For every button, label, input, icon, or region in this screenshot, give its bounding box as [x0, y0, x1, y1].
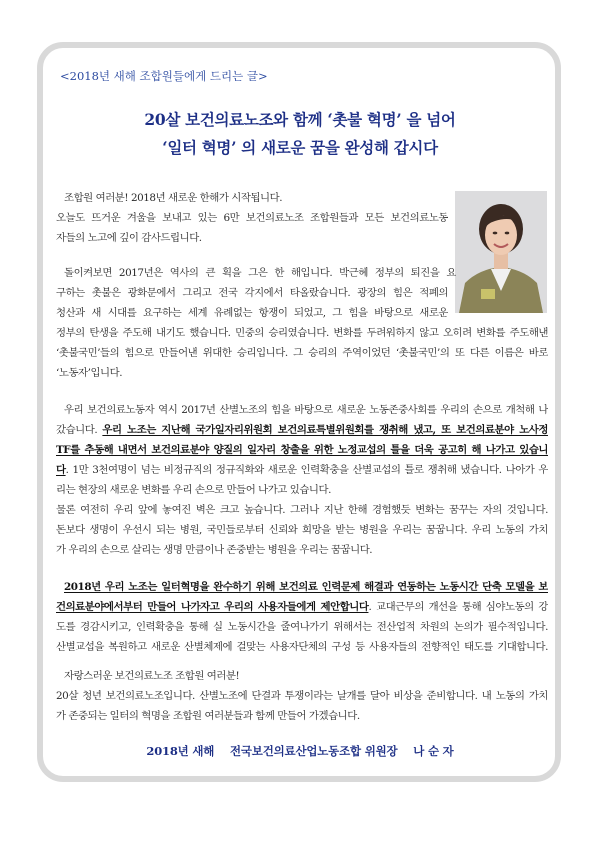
text-line: 돈보다 생명이 우선시 되는 병원, 국민들로부터 신뢰와 희망을 받는 병원을 우리는 꿈꿉니다. 우리 노동의 가치: [56, 524, 548, 536]
text-line: 우리 보건의료노동자 역시 2017년 산별노조의 힘을 바탕으로 새로운 노동존중사회를 우리의 손으로 개척해 나: [64, 404, 548, 416]
paragraph-closing: [56, 666, 548, 726]
text-line: 자랑스러운 보건의료노조 조합원 여러분!: [64, 670, 240, 682]
text-emphasis: TF를 추동해 내면서 보건의료분야 양질의 일자리 창출을 위한 노정교섭의 틀을 더욱 공고히 해 나가고 있습니: [56, 444, 548, 456]
text-emphasis: 다: [56, 464, 66, 476]
text-line: 돌이켜보면 2017년은 역사의 큰 획을 그은 한 해입니다. 박근혜 정부의 퇴진을 요: [64, 267, 456, 279]
title-line-2: ‘일터 혁명’ 의 새로운 꿈을 완성해 갑시다: [162, 138, 438, 157]
text-line: 청산과 새 시대를 요구하는 세계 유례없는 항쟁이 되었고, 그 힘을 바탕으로 새로운: [56, 307, 448, 319]
paragraph-2017-review: [56, 263, 548, 383]
text-plain: . 1만 3천여명이 넘는 비정규직의 정규직화와 새로운 인력확충을 산별교섭의 틀로 쟁취해 냈습니다. 나아가 우: [65, 464, 548, 476]
text-line: 물론 여전히 우리 앞에 놓여진 벽은 크고 높습니다. 그러나 지난 한해 경험했듯 변화는 꿈꾸는 자의 것입니다.: [56, 504, 548, 516]
text-line: [56, 597, 548, 617]
text-line: [56, 440, 548, 460]
text-line: 도를 경감시키고, 인력확충을 통해 실 노동시간을 줄여나가기 위해서는 전산업적 차원의 논의가 필수적입니다.: [56, 621, 548, 633]
signature-org: 전국보건의료산업노동조합 위원장: [229, 744, 398, 758]
letter-tag: <2018년 새해 조합원들에게 드리는 글>: [60, 69, 268, 83]
signature-name: 나 순 자: [413, 744, 454, 758]
text-line: [56, 460, 548, 480]
paragraph-2018-proposal: [56, 577, 548, 657]
text-line: 조합원 여러분! 2018년 새로운 한해가 시작됩니다.: [64, 192, 283, 204]
signature-line: [44, 743, 556, 759]
text-line: 자들의 노고에 깊이 감사드립니다.: [56, 232, 202, 244]
text-line: 산별교섭을 복원하고 새로운 산별체제에 걸맞는 사용자단체의 구성 등 사용자들의 전향적인 태도를 기대합니다.: [56, 641, 548, 653]
text-emphasis: 우리 노조는 지난해 국가일자리위원회 보건의료특별위원회를 쟁취해 냈고, 또 보건의료분야 노사정: [102, 424, 548, 436]
text-line: 오늘도 뜨거운 겨울을 보내고 있는 6만 보건의료노조 조합원들과 모든 보건의료노동: [56, 212, 448, 224]
text-line: 가 우리의 손으로 살리는 생명 만큼이나 존중받는 병원을 우리는 꿈꿉니다.: [56, 544, 373, 556]
text-plain: 갔습니다.: [56, 424, 103, 436]
text-line: ‘촛불국민’들의 힘으로 만들어낸 위대한 승리입니다. 그 승리의 주역이었던 ‘촛불국민’의 또 다른 이름은 바로: [56, 347, 548, 359]
signature-year: 2018년 새해: [146, 744, 215, 758]
text-emphasis: 2018년 우리 노조는 일터혁명을 완수하기 위해 보건의료 인력문제 해결과 연동하는 노동시간 단축 모델을 보: [64, 581, 548, 593]
text-line: 가 존중되는 일터의 혁명을 조합원 여러분들과 함께 만들어 가겠습니다.: [56, 710, 360, 722]
paragraph-greeting: [56, 188, 548, 248]
text-line: ‘노동자’입니다.: [56, 367, 123, 379]
text-line: 리는 현장의 새로운 변화를 우리 손으로 만들어 나가고 있습니다.: [56, 484, 331, 496]
text-emphasis: 건의료분야에서부터 만들어 나가자고 우리의 사용자들에게 제안합니다: [56, 601, 369, 613]
text-line: [56, 577, 548, 597]
text-plain: . 교대근무의 개선을 통해 심야노동의 강: [368, 601, 548, 613]
text-line: [56, 420, 548, 440]
text-line: 20살 청년 보건의료노조입니다. 산별노조에 단결과 투쟁이라는 날개를 달아 비상을 준비합니다. 내 노동의 가치: [56, 690, 548, 702]
text-line: 구하는 촛불은 광화문에서 그리고 전국 각지에서 타올랐습니다. 광장의 힘은 적폐의: [56, 287, 448, 299]
title-line-1: 20살 보건의료노조와 함께 ‘촛불 혁명’ 을 넘어: [144, 110, 456, 129]
text-line: 정부의 탄생을 주도해 내기도 했습니다. 민중의 승리였습니다. 변화를 두려워하지 않고 오히려 변화를 주도해낸: [56, 327, 548, 339]
paragraph-achievements: [56, 400, 548, 560]
